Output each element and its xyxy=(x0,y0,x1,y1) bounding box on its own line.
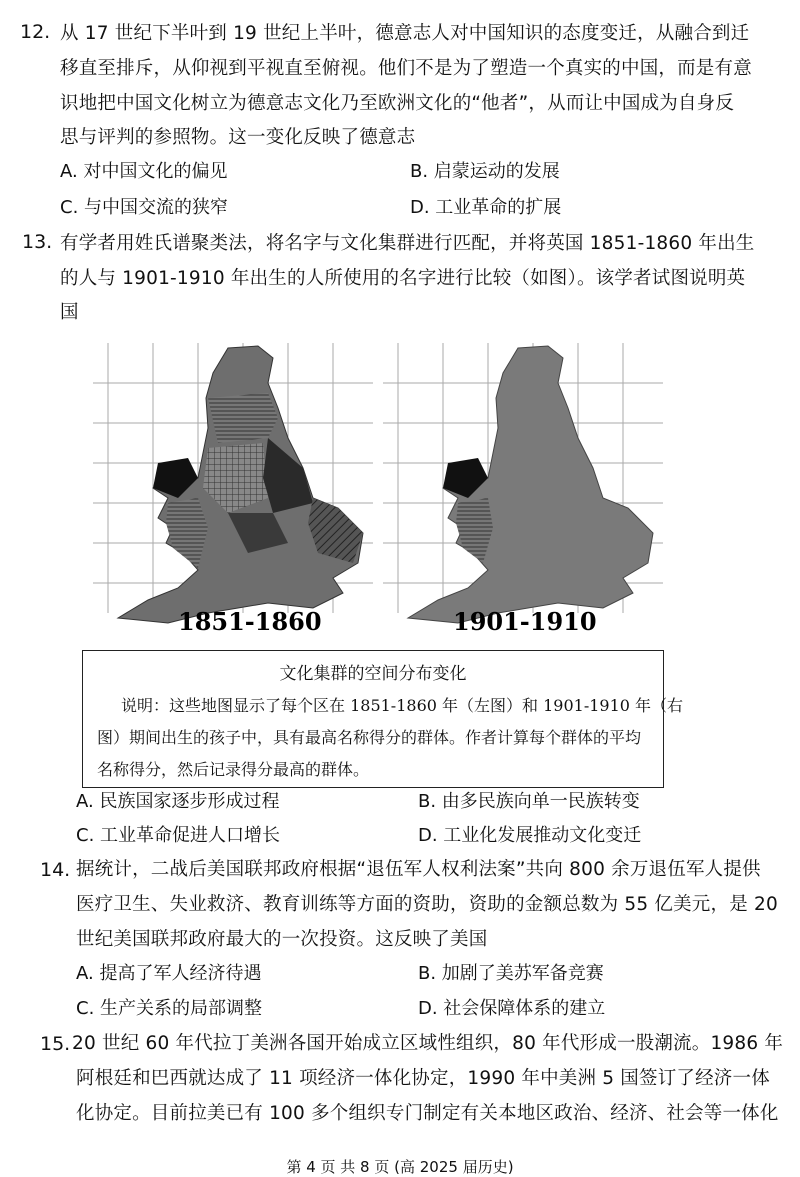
question-number: 14. xyxy=(40,859,71,881)
figure-caption-box xyxy=(82,650,684,788)
question-text-line: 20 世纪 60 年代拉丁美洲各国开始成立区域性组织，80 年代形成一股潮流。1986 年 xyxy=(72,1033,784,1054)
question-text-line: 医疗卫生、失业救济、教育训练等方面的资助，资助的金额总数为 55 亿美元，是 20 xyxy=(76,894,778,915)
option-c[interactable]: C. 与中国交流的狭窄 xyxy=(60,197,229,218)
question-text-line: 移直至排斥，从仰视到平视直至俯视。他们不是为了塑造一个真实的中国，而是有意 xyxy=(60,58,752,79)
map-1851-1860 xyxy=(93,343,373,636)
page-footer: 第 4 页 共 8 页 (高 2025 届历史) xyxy=(286,1158,514,1176)
question-text-line: 从 17 世纪下半叶到 19 世纪上半叶，德意志人对中国知识的态度变迁，从融合到迁 xyxy=(60,23,750,44)
question-text-line: 化协定。目前拉美已有 100 多个组织专门制定有关本地区政治、经济、社会等一体化 xyxy=(76,1103,779,1124)
question-text-line: 世纪美国联邦政府最大的一次投资。这反映了美国 xyxy=(76,929,488,950)
caption-title: 文化集群的空间分布变化 xyxy=(279,664,467,684)
map-1901-1910 xyxy=(383,343,663,636)
question-text-line: 识地把中国文化树立为德意志文化乃至欧洲文化的“他者”，从而让中国成为自身反 xyxy=(60,93,735,114)
question-number: 15. xyxy=(40,1033,71,1055)
map-figure xyxy=(88,338,668,643)
left-map-label: 1851-1860 xyxy=(178,607,322,636)
option-d[interactable]: D. 工业革命的扩展 xyxy=(410,197,562,218)
question-text-line: 据统计，二战后美国联邦政府根据“退伍军人权利法案”共向 800 余万退伍军人提供 xyxy=(76,859,761,880)
question-text-line: 阿根廷和巴西就达成了 11 项经济一体化协定，1990 年中美洲 5 国签订了经济一体 xyxy=(76,1068,770,1089)
option-d[interactable]: D. 社会保障体系的建立 xyxy=(418,998,606,1019)
question-text-line: 思与评判的参照物。这一变化反映了德意志 xyxy=(60,127,416,148)
caption-line: 名称得分，然后记录得分最高的群体。 xyxy=(97,760,370,779)
question-text-line: 的人与 1901-1910 年出生的人所使用的名字进行比较（如图）。该学者试图说明英 xyxy=(60,268,746,289)
question-text-line: 有学者用姓氏谱聚类法，将名字与文化集群进行匹配，并将英国 1851-1860 年出生 xyxy=(60,233,755,254)
option-c[interactable]: C. 工业革命促进人口增长 xyxy=(76,825,281,846)
question-number: 12. xyxy=(20,21,51,43)
option-b[interactable]: B. 加剧了美苏军备竞赛 xyxy=(418,963,604,984)
option-b[interactable]: B. 由多民族向单一民族转变 xyxy=(418,791,640,812)
question-number: 13. xyxy=(22,231,53,253)
right-map-label: 1901-1910 xyxy=(453,607,597,636)
question-text-line: 国 xyxy=(60,302,79,323)
option-a[interactable]: A. 提高了军人经济待遇 xyxy=(76,963,262,984)
option-a[interactable]: A. 对中国文化的偏见 xyxy=(60,161,228,182)
caption-line: 说明：这些地图显示了每个区在 1851-1860 年（左图）和 1901-1910 年（右 xyxy=(121,696,684,715)
option-c[interactable]: C. 生产关系的局部调整 xyxy=(76,998,263,1019)
option-b[interactable]: B. 启蒙运动的发展 xyxy=(410,161,560,182)
caption-line: 图）期间出生的孩子中，具有最高名称得分的群体。作者计算每个群体的平均 xyxy=(97,728,642,747)
option-d[interactable]: D. 工业化发展推动文化变迁 xyxy=(418,825,642,846)
option-a[interactable]: A. 民族国家逐步形成过程 xyxy=(76,791,280,812)
